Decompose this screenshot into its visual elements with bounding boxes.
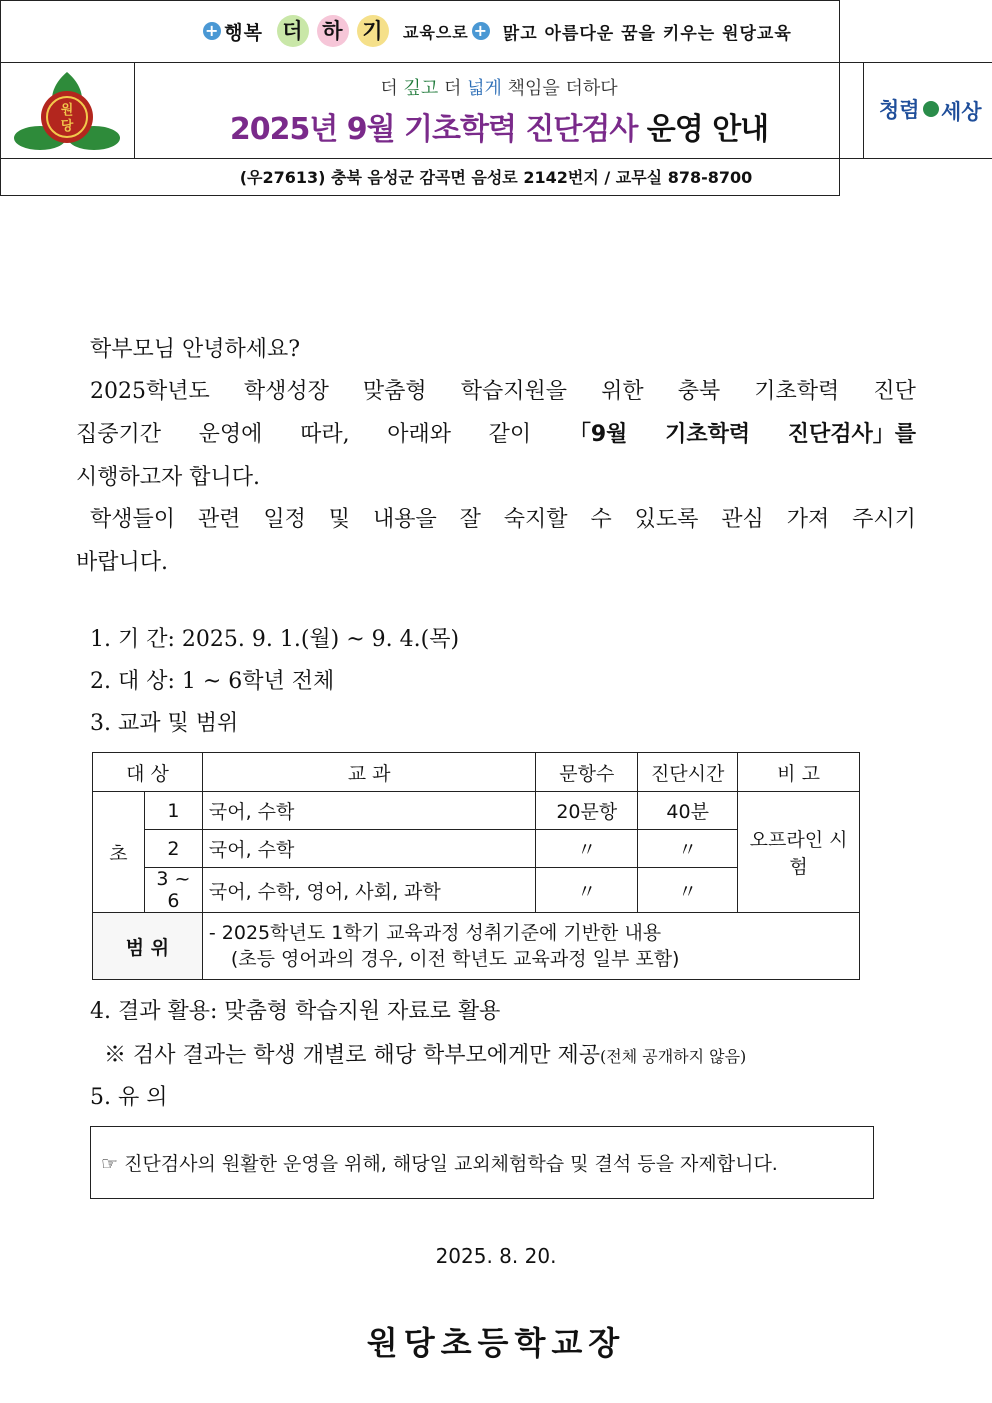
time-cell: 〃 bbox=[638, 868, 738, 913]
banner-text-1: 행복 bbox=[224, 21, 263, 44]
items-cell: 20문항 bbox=[536, 792, 638, 830]
integrity-logo bbox=[863, 62, 992, 158]
result-note: ※ 검사 결과는 학생 개별로 해당 학부모에게만 제공(전체 공개하지 않음) bbox=[104, 1043, 747, 1068]
grade-cell: 3 ~ 6 bbox=[144, 868, 202, 913]
signature: 원당초등학교장 bbox=[366, 1324, 626, 1362]
grade-cell: 2 bbox=[144, 830, 202, 868]
paragraph-2-line-2: 바랍니다. bbox=[76, 550, 169, 575]
group-cell: 초 bbox=[93, 792, 145, 913]
paragraph-2-line-1: 학생들이 관련 일정 및 내용을 잘 숙지할 수 있도록 관심 가져 주시기 bbox=[90, 507, 916, 532]
range-line-1: - 2025학년도 1학기 교육과정 성취기준에 기반한 내용 bbox=[208, 922, 662, 944]
paragraph-1-line-2: 집중기간 운영에 따라, 아래와 같이 「9월 기초학력 진단검사」를 bbox=[76, 422, 916, 447]
subjects-table bbox=[92, 752, 860, 980]
paragraph-1-line-1: 2025학년도 학생성장 맞춤형 학습지원을 위한 충북 기초학력 진단 bbox=[90, 379, 916, 404]
plus-icon: + bbox=[473, 21, 488, 40]
greeting: 학부모님 안녕하세요? bbox=[90, 337, 301, 362]
notice-box bbox=[90, 1126, 874, 1199]
banner bbox=[0, 0, 992, 63]
banner-text-2: 교육으로 bbox=[402, 22, 469, 42]
logo-char-1: 원 bbox=[60, 103, 74, 118]
time-cell: 40분 bbox=[638, 792, 738, 830]
header-target: 대 상 bbox=[93, 753, 203, 792]
subjects-cell: 국어, 수학, 영어, 사회, 과학 bbox=[202, 868, 535, 913]
bubble-char-1: 더 bbox=[277, 15, 309, 47]
table-row bbox=[93, 792, 860, 830]
header-items: 문항수 bbox=[536, 753, 638, 792]
header-remark: 비 고 bbox=[738, 753, 860, 792]
range-label: 범 위 bbox=[93, 913, 203, 980]
address: (우27613) 충북 음성군 감곡면 음성로 2142번지 / 교무실 878-8700 bbox=[239, 167, 753, 187]
item-target: 2. 대 상: 1 ~ 6학년 전체 bbox=[90, 669, 335, 694]
banner-text-3: 맑고 아름다운 꿈을 키우는 원당교육 bbox=[502, 23, 792, 44]
time-cell: 〃 bbox=[638, 830, 738, 868]
letterhead bbox=[0, 0, 982, 196]
range-content bbox=[202, 913, 859, 980]
item-period: 1. 기 간: 2025. 9. 1.(월) ~ 9. 4.(목) bbox=[90, 627, 460, 652]
logo-text-2: 세상 bbox=[941, 99, 982, 124]
page-title: 2025년 9월 기초학력 진단검사 운영 안내 bbox=[229, 112, 769, 147]
school-logo bbox=[0, 62, 135, 158]
item-caution: 5. 유 의 bbox=[90, 1085, 168, 1110]
item-subjects: 3. 교과 및 범위 bbox=[90, 711, 239, 736]
paragraph-1-line-3: 시행하고자 합니다. bbox=[76, 465, 261, 490]
document-date: 2025. 8. 20. bbox=[435, 1244, 557, 1268]
bubble-char-3: 기 bbox=[357, 15, 389, 47]
plus-icon: + bbox=[205, 21, 220, 40]
bubble-char-2: 하 bbox=[317, 15, 349, 47]
item-result-use: 4. 결과 활용: 맞춤형 학습지원 자료로 활용 bbox=[90, 999, 501, 1024]
logo-char-2: 당 bbox=[60, 119, 74, 134]
header-subject: 교 과 bbox=[202, 753, 535, 792]
notice-text: ☞ 진단검사의 원활한 운영을 위해, 해당일 교외체험학습 및 결석 등을 자제합니다. bbox=[101, 1153, 778, 1175]
range-row bbox=[93, 913, 860, 980]
subjects-cell: 국어, 수학 bbox=[202, 792, 535, 830]
header-time: 진단시간 bbox=[638, 753, 738, 792]
items-cell: 〃 bbox=[536, 868, 638, 913]
remark-cell: 오프라인 시험 bbox=[738, 792, 860, 913]
subjects-cell: 국어, 수학 bbox=[202, 830, 535, 868]
slogan: 더 깊고 더 넓게 책임을 더하다 bbox=[380, 78, 618, 99]
range-line-2: (초등 영어과의 경우, 이전 학년도 교육과정 일부 포함) bbox=[230, 948, 680, 970]
items-cell: 〃 bbox=[536, 830, 638, 868]
grade-cell: 1 bbox=[144, 792, 202, 830]
logo-text-1: 청렴 bbox=[879, 97, 920, 122]
